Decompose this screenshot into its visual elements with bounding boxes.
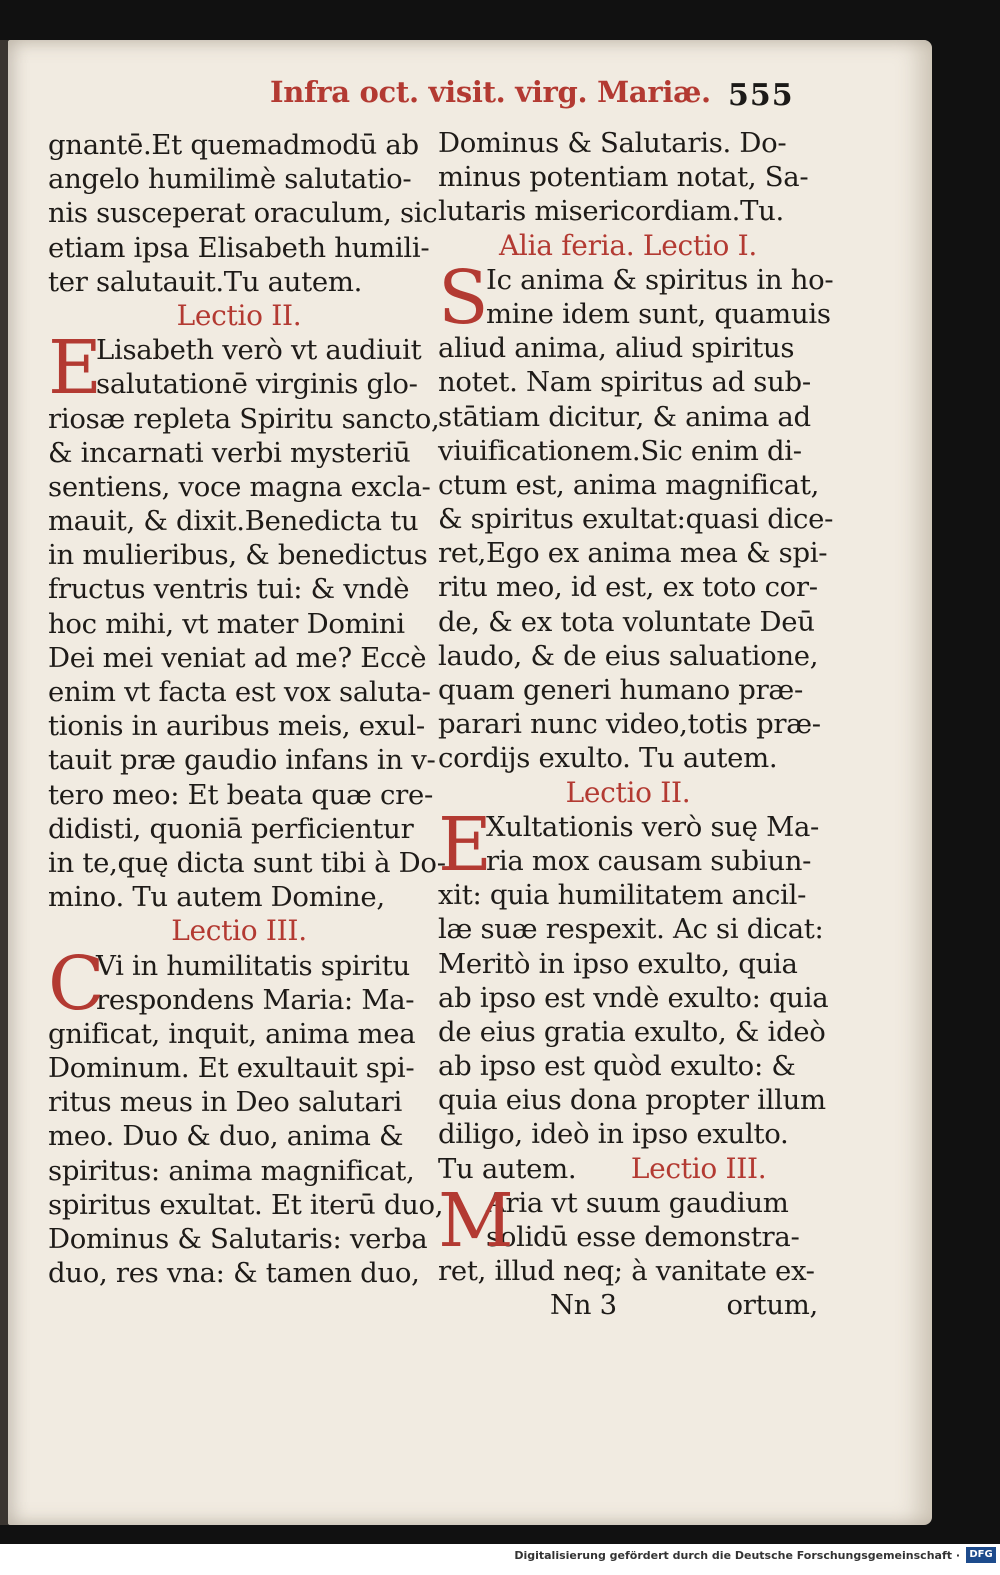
text-line: Aria vt suum gaudium	[486, 1186, 789, 1219]
text-line: & spiritus exultat:quasi dice-	[438, 503, 834, 536]
page-number: 555	[728, 78, 794, 113]
left-column	[48, 128, 446, 1290]
text-line: de eius gratia exulto, & ideò	[438, 1015, 826, 1048]
text-line: in mulieribus, & benedictus	[48, 539, 428, 572]
text-line: mine idem sunt, quamuis	[486, 297, 831, 330]
text-line: ritus meus in Deo salutari	[48, 1086, 402, 1119]
tu-autem: Tu autem.	[438, 1152, 577, 1185]
text-line: aliud anima, aliud spiritus	[438, 332, 795, 365]
text-line: respondens Maria: Ma-	[96, 983, 415, 1016]
text-line: sentiens, voce magna excla-	[48, 470, 431, 503]
footer-line	[438, 1288, 818, 1322]
lectio-paragraph	[438, 254, 834, 341]
lectio-heading: Alia feria. Lectio I.	[499, 228, 757, 262]
text-line: ter salutauit.Tu autem.	[48, 265, 363, 298]
text-line: riosæ repleta Spiritu sancto,	[48, 402, 440, 435]
text-line: notet. Nam spiritus ad sub-	[438, 366, 811, 399]
text-line: nis susceperat oraculum, sic	[48, 197, 438, 230]
text-line: ria mox causam subiun-	[486, 844, 812, 877]
text-line: de, & ex tota voluntate Deū	[438, 605, 815, 638]
text-line: ret, illud neq; à vanitate ex-	[438, 1255, 815, 1288]
text-line: Dominus & Salutaris: verba	[48, 1223, 428, 1255]
credit-text: Digitalisierung gefördert durch die Deutsche Forschungsgemeinschaft ·	[514, 1549, 960, 1562]
page-edge	[0, 40, 8, 1525]
text-line: ab ipso est quòd exulto: &	[438, 1050, 796, 1083]
text-line: ritu meo, id est, ex toto cor-	[438, 571, 818, 604]
text-line: hoc mihi, vt mater Domini	[48, 607, 405, 640]
right-column	[438, 126, 834, 1323]
text-line: mino. Tu autem Domine,	[48, 881, 385, 914]
drop-cap: C	[48, 940, 105, 1027]
text-line: stātiam dicitur, & anima ad	[438, 400, 811, 433]
text-line: Ic anima & spiritus in ho-	[486, 263, 834, 296]
text-line: Dominum. Et exultauit spi-	[48, 1052, 415, 1085]
text-line: gnificat, inquit, anima mea	[48, 1017, 416, 1050]
text-line: diligo, ideò in ipso exulto.	[438, 1118, 789, 1151]
text-line: mauit, & dixit.Benedicta tu	[48, 505, 419, 538]
text-line: etiam ipsa Elisabeth humili-	[48, 231, 430, 264]
text-line: xit: quia humilitatem ancil-	[438, 879, 807, 912]
lectio-paragraph	[438, 801, 820, 888]
drop-cap: M	[438, 1177, 514, 1264]
dfg-logo: DFG	[966, 1547, 996, 1563]
text-line: angelo humilimè salutatio-	[48, 163, 412, 196]
text-line: gnantē.Et quemadmodū ab	[48, 129, 419, 161]
text-line: lutaris misericordiam.Tu.	[438, 195, 784, 228]
text-line: didisti, quoniā perficientur	[48, 812, 414, 845]
lectio-heading: Lectio II.	[565, 775, 691, 809]
text-line: enim vt facta est vox saluta-	[48, 676, 431, 708]
text-line: salutationē virginis glo-	[96, 368, 418, 401]
lectio-paragraph	[48, 325, 430, 412]
text-line: meo. Duo & duo, anima &	[48, 1120, 404, 1153]
text-line: Dominus & Salutaris. Do-	[438, 127, 787, 159]
text-line: solidū esse demonstra-	[486, 1221, 800, 1253]
signature-mark: Nn 3	[550, 1289, 617, 1322]
text-line: ab ipso est vndè exulto: quia	[438, 981, 829, 1014]
drop-cap: E	[438, 801, 492, 888]
lectio-heading: Lectio III.	[630, 1151, 767, 1185]
text-line: Lisabeth verò vt audiuit	[96, 334, 422, 367]
catchword: ortum,	[726, 1289, 818, 1322]
text-line: parari nunc video,totis præ-	[438, 708, 821, 741]
text-line: Vi in humilitatis spiritu	[96, 949, 410, 982]
text-line: fructus ventris tui: & vndè	[48, 573, 410, 606]
text-line: Dei mei veniat ad me? Eccè	[48, 641, 427, 674]
lectio-heading: Lectio III.	[171, 914, 307, 948]
text-line: viuificationem.Sic enim di-	[438, 434, 802, 467]
text-line: ctum est, anima magnificat,	[438, 468, 820, 501]
text-line: læ suæ respexit. Ac si dicat:	[438, 913, 824, 946]
text-line: tero meo: Et beata quæ cre-	[48, 778, 433, 811]
text-line: & incarnati verbi mysteriū	[48, 436, 411, 469]
text-line: quam generi humano præ-	[438, 674, 803, 706]
text-line: Xultationis verò suę Ma-	[486, 810, 820, 843]
text-line: quia eius dona propter illum	[438, 1084, 826, 1117]
drop-cap: S	[438, 254, 489, 341]
lectio-paragraph	[48, 940, 430, 1027]
lectio-heading: Lectio II.	[176, 298, 302, 332]
text-line: in te,quę dicta sunt tibi à Do-	[48, 846, 446, 879]
text-line: duo, res vna: & tamen duo,	[48, 1257, 420, 1290]
text-line: spiritus exultat. Et iterū duo,	[48, 1188, 444, 1221]
running-title: Infra oct. visit. virg. Mariæ.	[270, 75, 711, 109]
text-line: minus potentiam notat, Sa-	[438, 161, 809, 194]
text-line: cordijs exulto. Tu autem.	[438, 742, 778, 775]
text-line: spiritus: anima magnificat,	[48, 1154, 415, 1187]
lectio-paragraph	[438, 1177, 818, 1264]
text-line: tionis in auribus meis, exul-	[48, 710, 425, 743]
text-line: Meritò in ipso exulto, quia	[438, 947, 798, 980]
text-line: laudo, & de eius saluatione,	[438, 639, 819, 672]
text-line: tauit præ gaudio infans in v-	[48, 744, 436, 777]
text-line: ret,Ego ex anima mea & spi-	[438, 537, 828, 570]
drop-cap: E	[48, 325, 102, 412]
